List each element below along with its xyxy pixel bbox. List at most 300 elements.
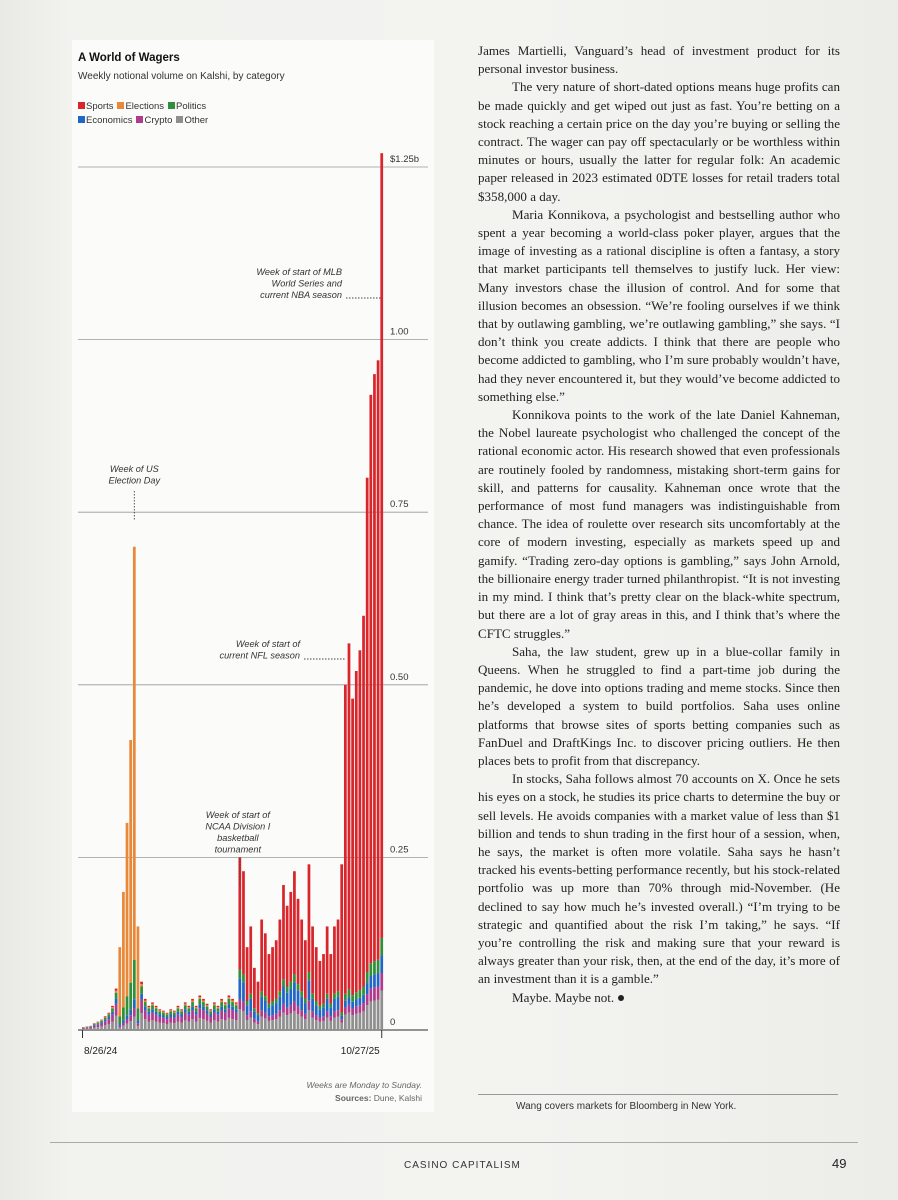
legend-label: Elections bbox=[125, 101, 165, 112]
bar-segment bbox=[140, 1013, 143, 1030]
bar-segment bbox=[351, 1008, 354, 1015]
bar-segment bbox=[282, 1013, 285, 1030]
bar-segment bbox=[319, 961, 322, 1006]
bar-segment bbox=[351, 699, 354, 996]
bar-segment bbox=[86, 1028, 89, 1029]
bar-segment bbox=[206, 1010, 209, 1013]
bar-segment bbox=[278, 991, 281, 997]
bar-segment bbox=[115, 993, 118, 999]
bar-segment bbox=[257, 1013, 260, 1015]
bar-segment bbox=[111, 1007, 114, 1008]
bar-segment bbox=[289, 1013, 292, 1030]
bar-segment bbox=[158, 1023, 161, 1030]
bar-segment bbox=[129, 740, 132, 983]
bar-segment bbox=[217, 1012, 220, 1015]
bar-segment bbox=[147, 1022, 150, 1030]
bar-segment bbox=[224, 1009, 227, 1012]
bar-segment bbox=[195, 1006, 198, 1007]
bar-segment bbox=[271, 1015, 274, 1020]
bar-segment bbox=[155, 1015, 158, 1022]
bar-segment bbox=[359, 990, 362, 998]
bar-segment bbox=[366, 983, 369, 994]
bar-segment bbox=[293, 982, 296, 1001]
bar-segment bbox=[166, 1019, 169, 1024]
bar-segment bbox=[293, 974, 296, 982]
bar-segment bbox=[253, 968, 256, 1008]
bar-segment bbox=[322, 954, 325, 1003]
bar-segment bbox=[373, 1000, 376, 1030]
bar-segment bbox=[144, 1000, 147, 1002]
bar-segment bbox=[147, 1006, 150, 1007]
bar-segment bbox=[217, 1015, 220, 1022]
bar-segment bbox=[235, 1013, 238, 1021]
bar-segment bbox=[195, 1008, 198, 1012]
bar-segment bbox=[184, 1004, 187, 1005]
y-tick-label: 0.75 bbox=[390, 499, 409, 511]
bar-segment bbox=[82, 1028, 85, 1029]
bar-segment bbox=[253, 1023, 256, 1030]
bar-segment bbox=[373, 374, 376, 961]
bar-segment bbox=[118, 1024, 121, 1026]
bar-segment bbox=[319, 1006, 322, 1009]
bar-segment bbox=[195, 1015, 198, 1022]
bar-segment bbox=[202, 1019, 205, 1030]
bar-segment bbox=[348, 643, 351, 989]
bar-segment bbox=[369, 963, 372, 976]
bar-segment bbox=[260, 991, 263, 997]
bar-segment bbox=[286, 1015, 289, 1030]
bleed-through-text bbox=[450, 26, 469, 100]
bar-segment bbox=[140, 987, 143, 994]
bar-segment bbox=[315, 1020, 318, 1030]
bar-segment bbox=[340, 1019, 343, 1022]
bar-segment bbox=[264, 996, 267, 1001]
bar-segment bbox=[329, 1021, 332, 1030]
bar-segment bbox=[235, 1002, 238, 1003]
bar-segment bbox=[228, 1008, 231, 1018]
bar-segment bbox=[355, 999, 358, 1006]
bar-segment bbox=[369, 1001, 372, 1030]
bar-segment bbox=[93, 1025, 96, 1026]
bar-segment bbox=[220, 1002, 223, 1007]
bar-segment bbox=[315, 1005, 318, 1015]
bar-segment bbox=[278, 1017, 281, 1030]
bar-segment bbox=[206, 1004, 209, 1005]
footer-divider bbox=[50, 1142, 858, 1143]
bar-segment bbox=[282, 1004, 285, 1013]
bar-segment bbox=[111, 1012, 114, 1015]
bar-segment bbox=[198, 1004, 201, 1008]
bar-segment bbox=[86, 1029, 89, 1030]
bar-segment bbox=[111, 1006, 114, 1007]
bar-segment bbox=[118, 1027, 121, 1030]
bar-segment bbox=[184, 1002, 187, 1003]
bar-segment bbox=[319, 1009, 322, 1017]
bar-segment bbox=[333, 1011, 336, 1017]
bar-segment bbox=[217, 1022, 220, 1030]
bar-segment bbox=[326, 1018, 329, 1030]
bar-segment bbox=[257, 1021, 260, 1024]
y-tick-label: $1.25b bbox=[390, 154, 420, 165]
bar-segment bbox=[202, 999, 205, 1001]
bar-segment bbox=[297, 1014, 300, 1030]
bar-segment bbox=[377, 960, 380, 973]
bar-segment bbox=[300, 920, 303, 992]
bar-segment bbox=[100, 1021, 103, 1023]
bar-segment bbox=[126, 1015, 129, 1019]
bar-segment bbox=[278, 920, 281, 992]
bar-segment bbox=[188, 1008, 191, 1012]
bar-segment bbox=[308, 1000, 311, 1010]
bar-segment bbox=[191, 1007, 194, 1011]
bar-segment bbox=[129, 1021, 132, 1030]
bar-segment bbox=[264, 1018, 267, 1030]
bar-segment bbox=[144, 999, 147, 1001]
bar-segment bbox=[140, 982, 143, 984]
bar-segment bbox=[326, 1011, 329, 1017]
bar-segment bbox=[264, 1001, 267, 1013]
bar-segment bbox=[238, 970, 241, 979]
bar-segment bbox=[155, 1007, 158, 1008]
bar-segment bbox=[140, 994, 143, 1000]
bar-segment bbox=[359, 1013, 362, 1030]
annotation-label: World Series and bbox=[271, 278, 342, 289]
bar-segment bbox=[220, 1019, 223, 1030]
bar-segment bbox=[344, 685, 347, 994]
bar-segment bbox=[191, 1010, 194, 1019]
bar-segment bbox=[344, 1001, 347, 1008]
bar-segment bbox=[198, 1018, 201, 1030]
bar-segment bbox=[268, 1016, 271, 1021]
article-body bbox=[478, 42, 840, 1007]
bar-segment bbox=[362, 995, 365, 1003]
bar-segment bbox=[144, 1007, 147, 1011]
bar-segment bbox=[166, 1013, 169, 1014]
bar-segment bbox=[260, 997, 263, 1010]
bar-segment bbox=[260, 1010, 263, 1017]
bar-segment bbox=[326, 999, 329, 1011]
bar-segment bbox=[282, 979, 285, 986]
bar-segment bbox=[355, 1014, 358, 1030]
bar-segment bbox=[155, 1008, 158, 1012]
bar-segment bbox=[308, 864, 311, 972]
bar-segment bbox=[126, 1024, 129, 1030]
article-paragraph: Maria Konnikova, a psychologist and bestselling author who spent a year becoming a world-class poker player, argues that the image of investing as a rational discipline is often a fantasy, a story that market participants tell themselves to justify luck. Her view: Many investors chase the illusion of control. And for some that illusion becomes an obsession. “We’re fooling ourselves if we think that by outlawing gambling, we’re outlawing gambling,” she says. “I don’t think you create addicts. I think that there are people who become addicted to gambling, who I’m sure probably wouldn’t have, had they never encountered it, but they would’ve become addicted to something else.” bbox=[478, 206, 840, 404]
bar-segment bbox=[118, 1026, 121, 1028]
bar-segment bbox=[166, 1017, 169, 1019]
bar-segment bbox=[311, 1018, 314, 1030]
bar-segment bbox=[104, 1018, 107, 1020]
bar-segment bbox=[126, 996, 129, 1015]
bar-segment bbox=[268, 1003, 271, 1007]
byline-divider bbox=[478, 1094, 838, 1095]
bar-segment bbox=[180, 1014, 183, 1016]
bar-segment bbox=[126, 823, 129, 996]
bar-segment bbox=[300, 997, 303, 1010]
bar-segment bbox=[209, 1014, 212, 1016]
bar-segment bbox=[359, 1005, 362, 1013]
annotation-label: NCAA Division I bbox=[205, 821, 271, 832]
bar-segment bbox=[209, 1010, 212, 1011]
bar-segment bbox=[242, 974, 245, 982]
bar-segment bbox=[348, 1005, 351, 1013]
bar-segment bbox=[202, 1007, 205, 1011]
bar-segment bbox=[115, 1004, 118, 1016]
bar-segment bbox=[169, 1009, 172, 1010]
chart-sources bbox=[335, 1093, 422, 1103]
bar-segment bbox=[249, 926, 252, 993]
article-paragraph: Maybe. Maybe not. bbox=[478, 989, 840, 1007]
bar-segment bbox=[271, 1020, 274, 1030]
bar-segment bbox=[275, 999, 278, 1003]
bar-segment bbox=[140, 984, 143, 986]
annotation-label: current NBA season bbox=[260, 290, 342, 300]
bar-segment bbox=[380, 973, 383, 991]
bar-segment bbox=[209, 1009, 212, 1010]
bar-segment bbox=[184, 1005, 187, 1009]
bar-segment bbox=[122, 1007, 125, 1020]
bar-segment bbox=[137, 1026, 140, 1030]
bar-segment bbox=[169, 1010, 172, 1011]
bar-segment bbox=[326, 926, 329, 993]
annotation-label: current NFL season bbox=[219, 650, 300, 661]
bar-segment bbox=[366, 1005, 369, 1030]
bar-segment bbox=[104, 1020, 107, 1022]
bar-segment bbox=[329, 1007, 332, 1016]
bar-segment bbox=[177, 1022, 180, 1030]
bar-segment bbox=[231, 1010, 234, 1019]
bar-segment bbox=[311, 999, 314, 1011]
bar-segment bbox=[224, 1013, 227, 1021]
bar-segment bbox=[369, 976, 372, 989]
bar-segment bbox=[107, 1014, 110, 1015]
bar-segment bbox=[155, 1022, 158, 1030]
bar-segment bbox=[257, 1016, 260, 1022]
sources-text: Dune, Kalshi bbox=[373, 1093, 422, 1103]
annotation-label: basketball bbox=[217, 833, 259, 843]
y-tick-label: 0.25 bbox=[390, 844, 409, 856]
article-paragraph: Saha, the law student, grew up in a blue-collar family in Queens. When he struggled to find a part-time job during the pandemic, he dove into options trading and meme stocks. Since then he’s developed a system to build portfolios. Saha uses online platforms that browse sites of sports betting companies such as FanDuel and DraftKings Inc. to discover pricing outliers. He then places bets to profit from that discrepancy. bbox=[478, 643, 840, 768]
bar-segment bbox=[242, 1001, 245, 1011]
bar-segment bbox=[188, 1007, 191, 1008]
bar-segment bbox=[158, 1011, 161, 1014]
bar-segment bbox=[184, 1020, 187, 1030]
bar-segment bbox=[188, 1006, 191, 1007]
bar-segment bbox=[97, 1024, 100, 1025]
chart-panel bbox=[72, 40, 434, 1112]
bar-segment bbox=[362, 1011, 365, 1030]
bar-segment bbox=[133, 999, 136, 1008]
bar-segment bbox=[162, 1013, 165, 1016]
bar-segment bbox=[107, 1017, 110, 1019]
bar-segment bbox=[206, 1021, 209, 1030]
bar-segment bbox=[311, 994, 314, 999]
bar-segment bbox=[238, 978, 241, 999]
page-number: 49 bbox=[832, 1156, 847, 1171]
bar-segment bbox=[104, 1017, 107, 1018]
bar-segment bbox=[184, 1009, 187, 1012]
bar-segment bbox=[133, 1008, 136, 1017]
bar-segment bbox=[260, 1017, 263, 1030]
bar-segment bbox=[377, 1000, 380, 1030]
bar-segment bbox=[268, 1021, 271, 1030]
bar-segment bbox=[195, 1007, 198, 1008]
bar-segment bbox=[107, 1014, 110, 1017]
bar-segment bbox=[162, 1023, 165, 1030]
bar-segment bbox=[271, 1001, 274, 1005]
bar-segment bbox=[311, 1011, 314, 1017]
bar-segment bbox=[180, 1010, 183, 1011]
bar-segment bbox=[329, 954, 332, 1003]
bar-segment bbox=[351, 995, 354, 1002]
end-mark-icon bbox=[618, 995, 624, 1001]
bar-segment bbox=[107, 1024, 110, 1030]
bar-segment bbox=[293, 1001, 296, 1011]
bar-segment bbox=[169, 1017, 172, 1023]
bar-segment bbox=[162, 1016, 165, 1018]
bar-segment bbox=[155, 1006, 158, 1007]
bar-segment bbox=[348, 997, 351, 1005]
bar-segment bbox=[198, 1008, 201, 1018]
bar-segment bbox=[184, 1013, 187, 1021]
section-footer-label: CASINO CAPITALISM bbox=[404, 1160, 521, 1171]
bar-segment bbox=[344, 994, 347, 1001]
bar-segment bbox=[140, 1000, 143, 1014]
bar-segment bbox=[322, 1003, 325, 1007]
bar-segment bbox=[304, 1014, 307, 1019]
bar-segment bbox=[100, 1020, 103, 1021]
bar-segment bbox=[249, 1011, 252, 1017]
bar-segment bbox=[319, 1022, 322, 1030]
bar-segment bbox=[144, 1010, 147, 1019]
bar-segment bbox=[188, 1012, 191, 1015]
bar-segment bbox=[198, 995, 201, 997]
bar-segment bbox=[344, 1008, 347, 1015]
bar-segment bbox=[202, 1010, 205, 1019]
bar-segment bbox=[158, 1010, 161, 1011]
bar-segment bbox=[129, 1009, 132, 1015]
bar-segment bbox=[155, 1012, 158, 1015]
bar-segment bbox=[231, 1002, 234, 1007]
bar-segment bbox=[242, 871, 245, 974]
bar-segment bbox=[202, 1002, 205, 1007]
bar-segment bbox=[191, 999, 194, 1001]
bar-segment bbox=[246, 1005, 249, 1015]
bar-segment bbox=[188, 1015, 191, 1022]
bar-segment bbox=[300, 991, 303, 997]
bar-segment bbox=[326, 994, 329, 999]
bar-segment bbox=[169, 1014, 172, 1016]
bar-segment bbox=[315, 1015, 318, 1020]
bar-segment bbox=[166, 1024, 169, 1030]
bar-segment bbox=[129, 1015, 132, 1021]
bar-segment bbox=[158, 1014, 161, 1016]
y-tick-label: 0 bbox=[390, 1017, 396, 1028]
bar-segment bbox=[217, 1006, 220, 1007]
bar-segment bbox=[100, 1023, 103, 1026]
bar-segment bbox=[191, 1002, 194, 1007]
bar-segment bbox=[180, 1023, 183, 1030]
bar-segment bbox=[89, 1026, 92, 1027]
bar-segment bbox=[209, 1023, 212, 1030]
bar-segment bbox=[329, 1016, 332, 1021]
bar-segment bbox=[271, 1005, 274, 1015]
bar-segment bbox=[122, 1020, 125, 1023]
stacked-bar-chart bbox=[72, 40, 434, 1112]
bar-segment bbox=[235, 1020, 238, 1030]
bar-segment bbox=[158, 1017, 161, 1023]
bar-segment bbox=[366, 478, 369, 972]
bar-segment bbox=[180, 1011, 183, 1014]
bar-segment bbox=[275, 1014, 278, 1019]
bar-segment bbox=[231, 1007, 234, 1011]
bar-segment bbox=[359, 998, 362, 1006]
bar-segment bbox=[177, 1006, 180, 1007]
bar-segment bbox=[115, 991, 118, 993]
bar-segment bbox=[173, 1012, 176, 1013]
bar-segment bbox=[351, 1002, 354, 1009]
bar-segment bbox=[220, 999, 223, 1001]
bar-segment bbox=[173, 1018, 176, 1023]
bar-segment bbox=[231, 1019, 234, 1030]
bar-segment bbox=[133, 547, 136, 960]
bar-segment bbox=[322, 1016, 325, 1021]
article-paragraph: Konnikova points to the work of the late Daniel Kahneman, the Nobel laureate psychologist who challenged the concept of the rational economic actor. His research showed that even professionals are routinely fooled by randomness, mistaking short-term gains for skill, and patterns for causality. Kahneman once wrote that the performance of most fund managers was indistinguishable from chance. The idea of roulette over research sits uncomfortably at the core of modern investing, especially as markets speed up and gamify. “Trading zero-day options is gambling,” says John Arnold, the billionaire energy trader turned philanthropist. “It is not investing in my mind. I think that’s pretty clear on the black-white spectrum, but there are a lot of gray areas in this, and I think that’s where the CFTC struggles.” bbox=[478, 407, 840, 641]
bar-segment bbox=[304, 1019, 307, 1030]
bar-segment bbox=[257, 1024, 260, 1030]
bar-segment bbox=[322, 1021, 325, 1030]
bar-segment bbox=[300, 1010, 303, 1017]
bar-segment bbox=[362, 987, 365, 995]
bar-segment bbox=[213, 1020, 216, 1030]
bar-segment bbox=[188, 1022, 191, 1030]
x-tick-label: 8/26/24 bbox=[84, 1046, 118, 1057]
bar-segment bbox=[122, 1026, 125, 1030]
bar-segment bbox=[111, 1015, 114, 1022]
bar-segment bbox=[217, 1007, 220, 1008]
bar-segment bbox=[122, 892, 125, 1008]
bar-segment bbox=[82, 1029, 85, 1030]
bar-segment bbox=[213, 1004, 216, 1005]
legend-label: Economics bbox=[86, 115, 133, 126]
bar-segment bbox=[173, 1023, 176, 1030]
bar-segment bbox=[173, 1013, 176, 1016]
bar-segment bbox=[282, 987, 285, 1004]
annotation-label: Week of start of bbox=[235, 639, 300, 649]
chart-title: A World of Wagers bbox=[78, 52, 180, 64]
bar-segment bbox=[122, 1023, 125, 1026]
bar-segment bbox=[111, 1022, 114, 1030]
bar-segment bbox=[242, 1011, 245, 1030]
bar-segment bbox=[107, 1013, 110, 1014]
bar-segment bbox=[195, 1012, 198, 1015]
bar-segment bbox=[275, 940, 278, 998]
bar-segment bbox=[173, 1011, 176, 1012]
bar-segment bbox=[137, 1023, 140, 1026]
legend-label: Sports bbox=[86, 101, 114, 112]
bar-segment bbox=[137, 1008, 140, 1020]
bar-segment bbox=[177, 1008, 180, 1012]
bar-segment bbox=[322, 1007, 325, 1016]
bar-segment bbox=[271, 947, 274, 1001]
bar-segment bbox=[253, 1011, 256, 1018]
bar-segment bbox=[355, 1007, 358, 1014]
bar-segment bbox=[202, 1000, 205, 1002]
bar-segment bbox=[173, 1016, 176, 1018]
bar-segment bbox=[93, 1024, 96, 1025]
bar-segment bbox=[337, 920, 340, 992]
bar-segment bbox=[315, 1001, 318, 1005]
